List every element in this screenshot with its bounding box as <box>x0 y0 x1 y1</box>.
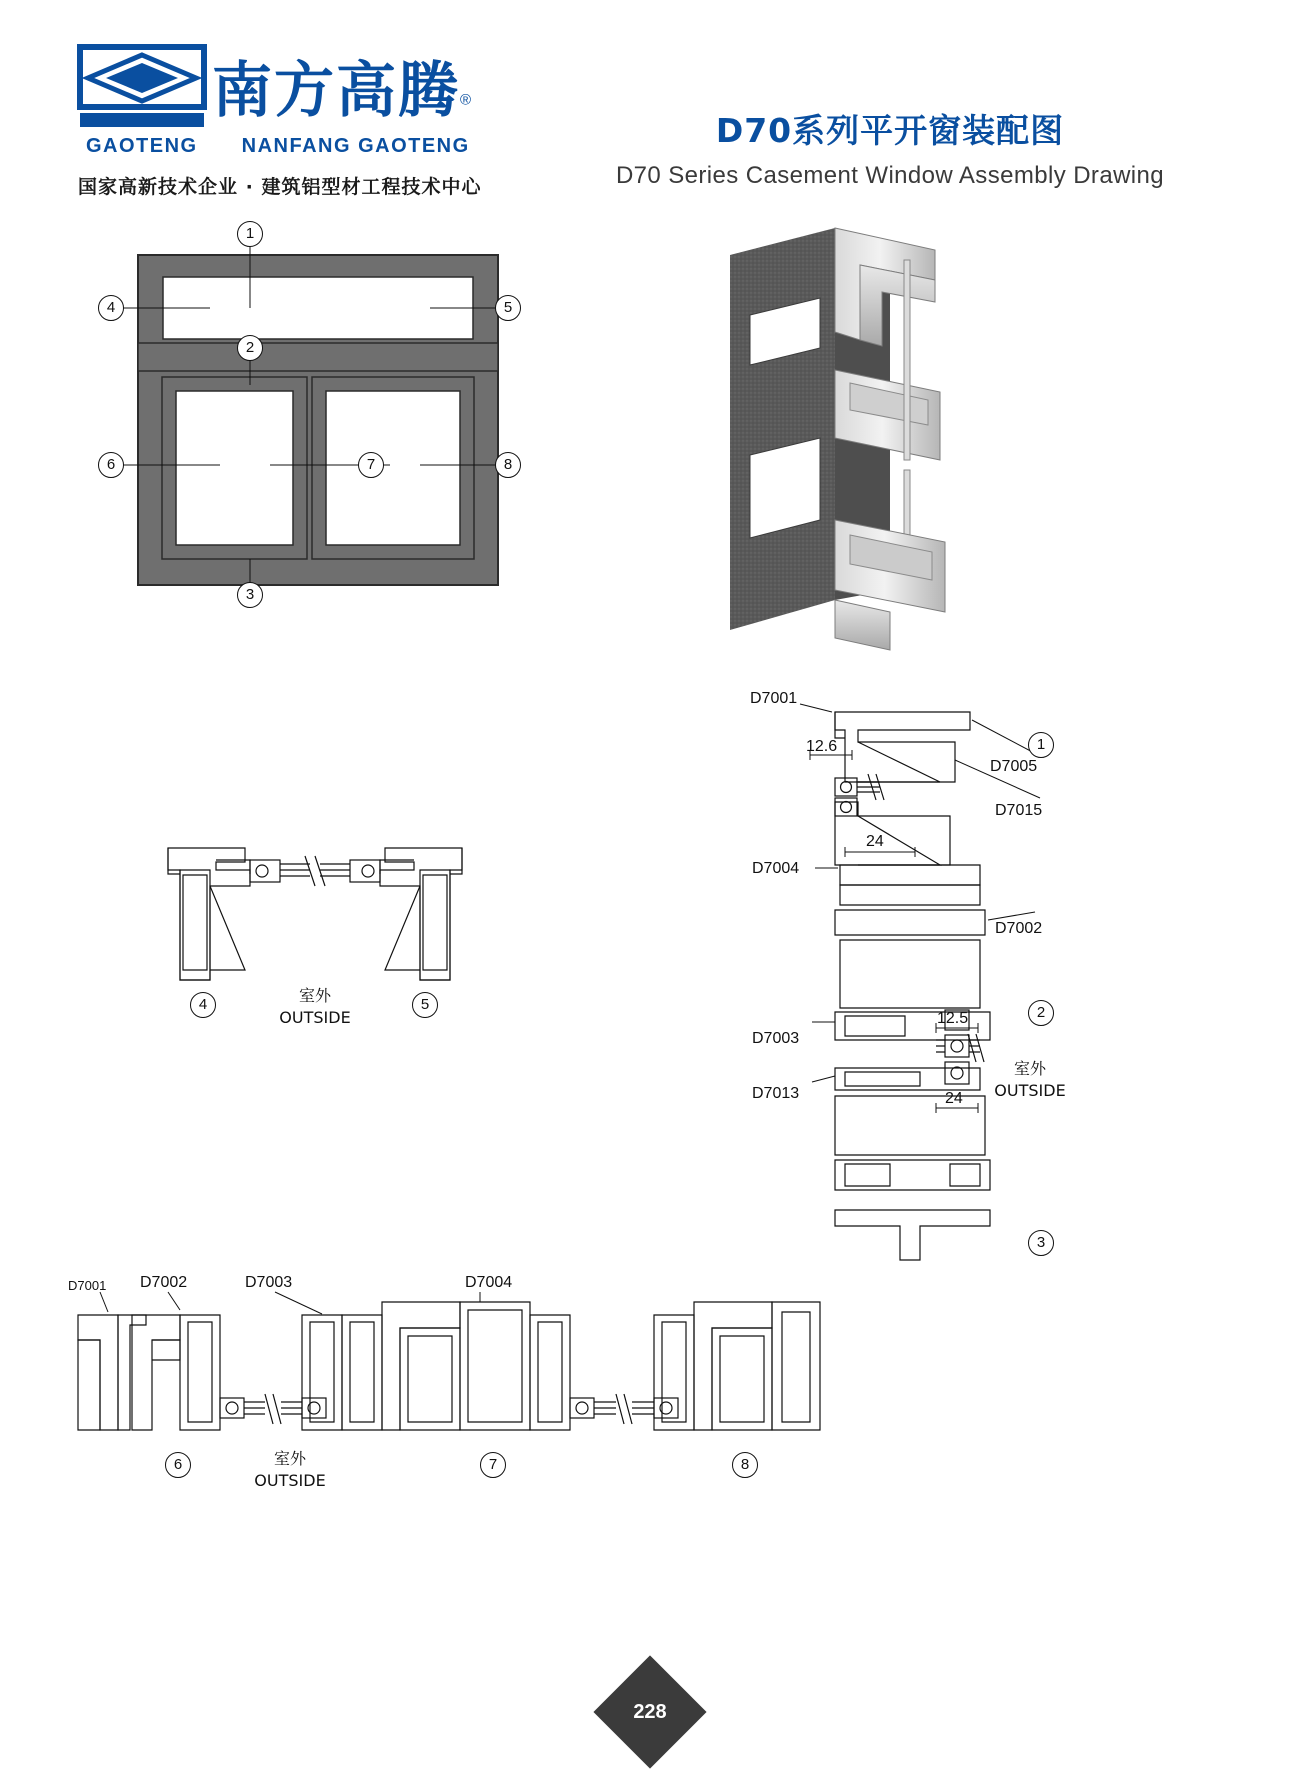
section-callout-7: 7 <box>480 1452 506 1478</box>
logo-chinese-name: 南方高腾 <box>212 56 460 126</box>
section-callout-8: 8 <box>732 1452 758 1478</box>
profile-label-d7003: D7003 <box>752 1030 800 1047</box>
section-callout-3: 3 <box>1028 1230 1054 1256</box>
elevation-callout-8: 8 <box>495 452 521 478</box>
section-detail-123 <box>740 690 1080 1290</box>
title-chinese: D70系列平开窗装配图 <box>715 111 1065 150</box>
window-elevation-drawing <box>90 225 560 625</box>
section-callout-6: 6 <box>165 1452 191 1478</box>
logo-english-name: NANFANG GAOTENG <box>241 135 470 157</box>
profile-label-bottom-d7004: D7004 <box>465 1274 513 1291</box>
outside-label-right: 室外 OUTSIDE <box>994 1059 1066 1100</box>
elevation-callout-6: 6 <box>98 452 124 478</box>
elevation-callout-2: 2 <box>237 335 263 361</box>
profile-3d-render <box>690 220 1010 670</box>
section-callout-1: 1 <box>1028 732 1054 758</box>
outside-label-bottom: 室外 OUTSIDE <box>254 1449 326 1490</box>
profile-label-bottom-d7001: D7001 <box>68 1278 107 1293</box>
profile-label-d7002: D7002 <box>995 920 1043 937</box>
registered-mark: ® <box>460 91 472 109</box>
profile-label-bottom-d7002: D7002 <box>140 1274 188 1291</box>
profile-label-d7005: D7005 <box>990 758 1038 775</box>
section-detail-678 <box>60 1274 880 1540</box>
profile-label-d7001: D7001 <box>750 690 798 707</box>
section-callout-2: 2 <box>1028 1000 1054 1026</box>
profile-label-bottom-d7003: D7003 <box>245 1274 293 1291</box>
logo-subtitle: 国家高新技术企业 · 建筑铝型材工程技术中心 <box>78 176 482 198</box>
elevation-callout-4: 4 <box>98 295 124 321</box>
page-title <box>540 105 1240 190</box>
dimension-12-5: 12.5 <box>937 1010 969 1027</box>
section-detail-45 <box>150 830 480 1040</box>
elevation-callout-7: 7 <box>358 452 384 478</box>
profile-label-d7004: D7004 <box>752 860 800 877</box>
outside-label-mid: 室外 OUTSIDE <box>279 986 351 1027</box>
page-number: 228 <box>633 1700 667 1723</box>
dimension-24-lower: 24 <box>945 1090 963 1107</box>
profile-label-d7013: D7013 <box>752 1085 800 1102</box>
gaoteng-logo-icon <box>78 45 206 137</box>
section-callout-4: 4 <box>190 992 216 1018</box>
title-english: D70 Series Casement Window Assembly Drawing <box>615 162 1165 189</box>
logo-brand-text: GAOTENG <box>86 135 198 157</box>
elevation-callout-1: 1 <box>237 221 263 247</box>
brand-logo <box>78 45 558 199</box>
elevation-callout-5: 5 <box>495 295 521 321</box>
profile-label-d7015: D7015 <box>995 802 1043 819</box>
elevation-callout-3: 3 <box>237 582 263 608</box>
dimension-24-upper: 24 <box>866 833 884 850</box>
dimension-12-6: 12.6 <box>806 738 838 755</box>
page-header <box>0 0 1300 215</box>
section-callout-5: 5 <box>412 992 438 1018</box>
